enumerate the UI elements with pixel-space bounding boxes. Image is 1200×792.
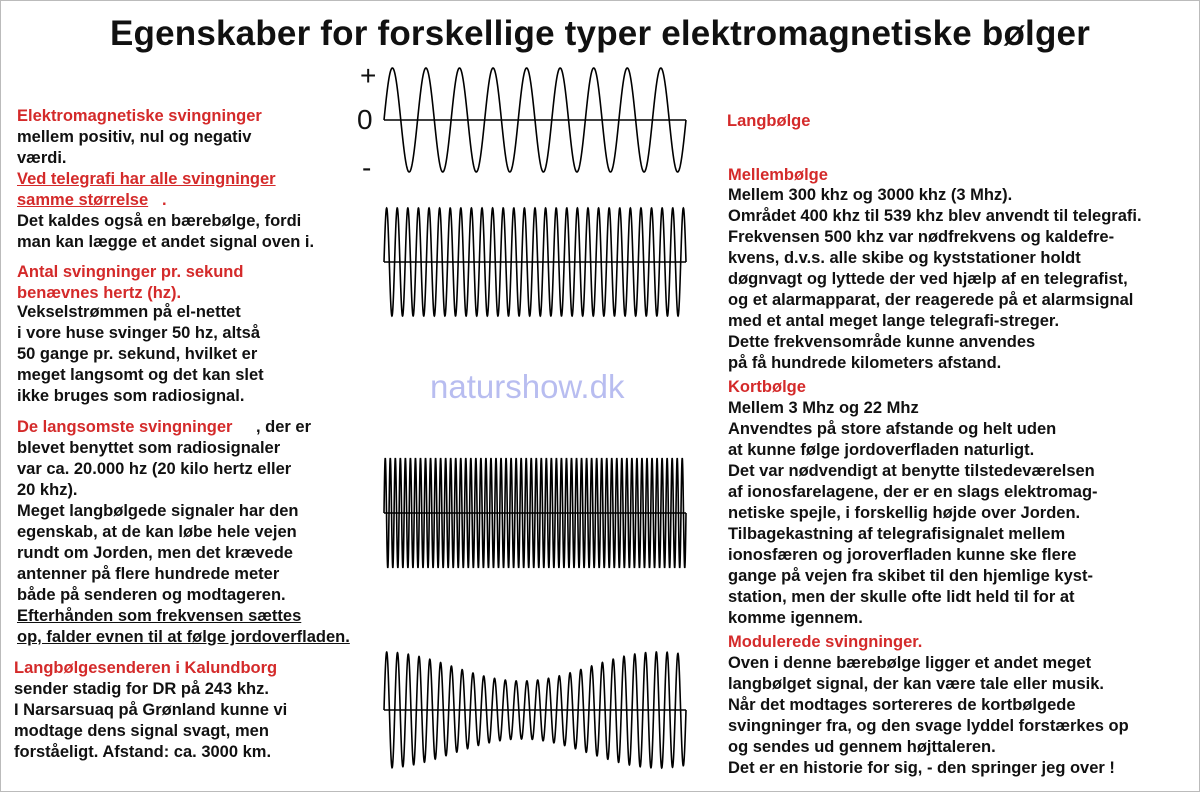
heading-hertz: Antal svingninger pr. sekund benævnes hertz (hz). (17, 263, 244, 302)
text-modulerede: Oven i denne bærebølge ligger et andet meget langbølget signal, der kan være tale eller musik. Når det modtages sortereres de kortbølgede svingninger fra, og den svage lyddel forstærkes op og sendes ud gennem højttaleren. Det er en historie for sig, - den springer jeg over ! (728, 654, 1129, 777)
heading-kalundborg: Langbølgesenderen i Kalundborg (14, 659, 278, 677)
heading-em-svingninger: Elektromagnetiske svingninger (17, 107, 262, 125)
text-kortbolge: Mellem 3 Mhz og 22 Mhz Anvendtes på store afstande og helt uden at kunne følge jordoverfladen naturligt. Det var nødvendigt at benytte tilstedeværelsen af ionosfarelagene, der er en slags elektromag- netiske spejle, i forskellig højde over Jorden. Tilbagekastning af telegrafisignalet mellem ionosfæren og joroverfladen kunne ske flere gange på vejen fra skibet til den hjemlige kyst- station, men der skulle ofte lidt held til for at komme igennem. (728, 399, 1098, 627)
text-em-svingninger: mellem positiv, nul og negativ værdi. (17, 128, 252, 167)
heading-langsomste-rest: , der er (256, 418, 312, 436)
text-frekvens-underlined: Efterhånden som frekvensen sættes op, falder evnen til at følge jordoverfladen. (17, 607, 350, 646)
heading-langsomste: De langsomste svingninger (17, 418, 233, 436)
axis-minus-label: - (362, 152, 372, 183)
text-langsomste: blevet benyttet som radiosignaler var ca. 20.000 hz (20 kilo hertz eller 20 khz). Meget langbølgede signaler har den egenskab, at de kan løbe hele vejen rundt om Jorden, men det krævede antenner på flere hundrede meter både på senderen og modtageren. (17, 439, 299, 604)
heading-telegrafi-dot: . (162, 191, 167, 209)
heading-modulerede: Modulerede svingninger. (728, 633, 923, 651)
text-mellembolge: Mellem 300 khz og 3000 khz (3 Mhz). Området 400 khz til 539 khz blev anvendt til telegrafi. Frekvensen 500 khz var nødfrekvens og kaldefre- kvens, d.v.s. alle skibe og kyststationer holdt døgnvagt og lyttede der ved hjælp af en telegrafist, og et alarmapparat, der reagerede på et alarmsignal med et antal meget lange telegrafi-streger. Dette frekvensområde kunne anvendes på få hundrede kilometers afstand. (728, 186, 1142, 372)
heading-langbolge: Langbølge (727, 112, 811, 130)
axis-zero-label: 0 (357, 104, 373, 135)
page-title: Egenskaber for forskellige typer elektromagnetiske bølger (109, 14, 1091, 53)
heading-telegrafi: Ved telegrafi har alle svingninger samme størrelse (17, 170, 276, 209)
heading-mellembolge: Mellembølge (728, 166, 828, 184)
watermark: naturshow.dk (430, 368, 625, 405)
text-kalundborg: sender stadig for DR på 243 khz. I Narsarsuaq på Grønland kunne vi modtage dens signal svagt, men forståeligt. Afstand: ca. 3000 km. (14, 680, 288, 761)
heading-kortbolge: Kortbølge (728, 378, 806, 396)
text-baerebolge: Det kaldes også en bærebølge, fordi man kan lægge et andet signal oven i. (17, 212, 315, 251)
axis-plus-label: + (360, 60, 377, 91)
text-hertz: Vekselstrømmen på el-nettet i vore huse svinger 50 hz, altså 50 gange pr. sekund, hvilket er meget langsomt og det kan slet ikke bruges som radiosignal. (17, 303, 264, 405)
wave-kortbolge (384, 458, 686, 568)
